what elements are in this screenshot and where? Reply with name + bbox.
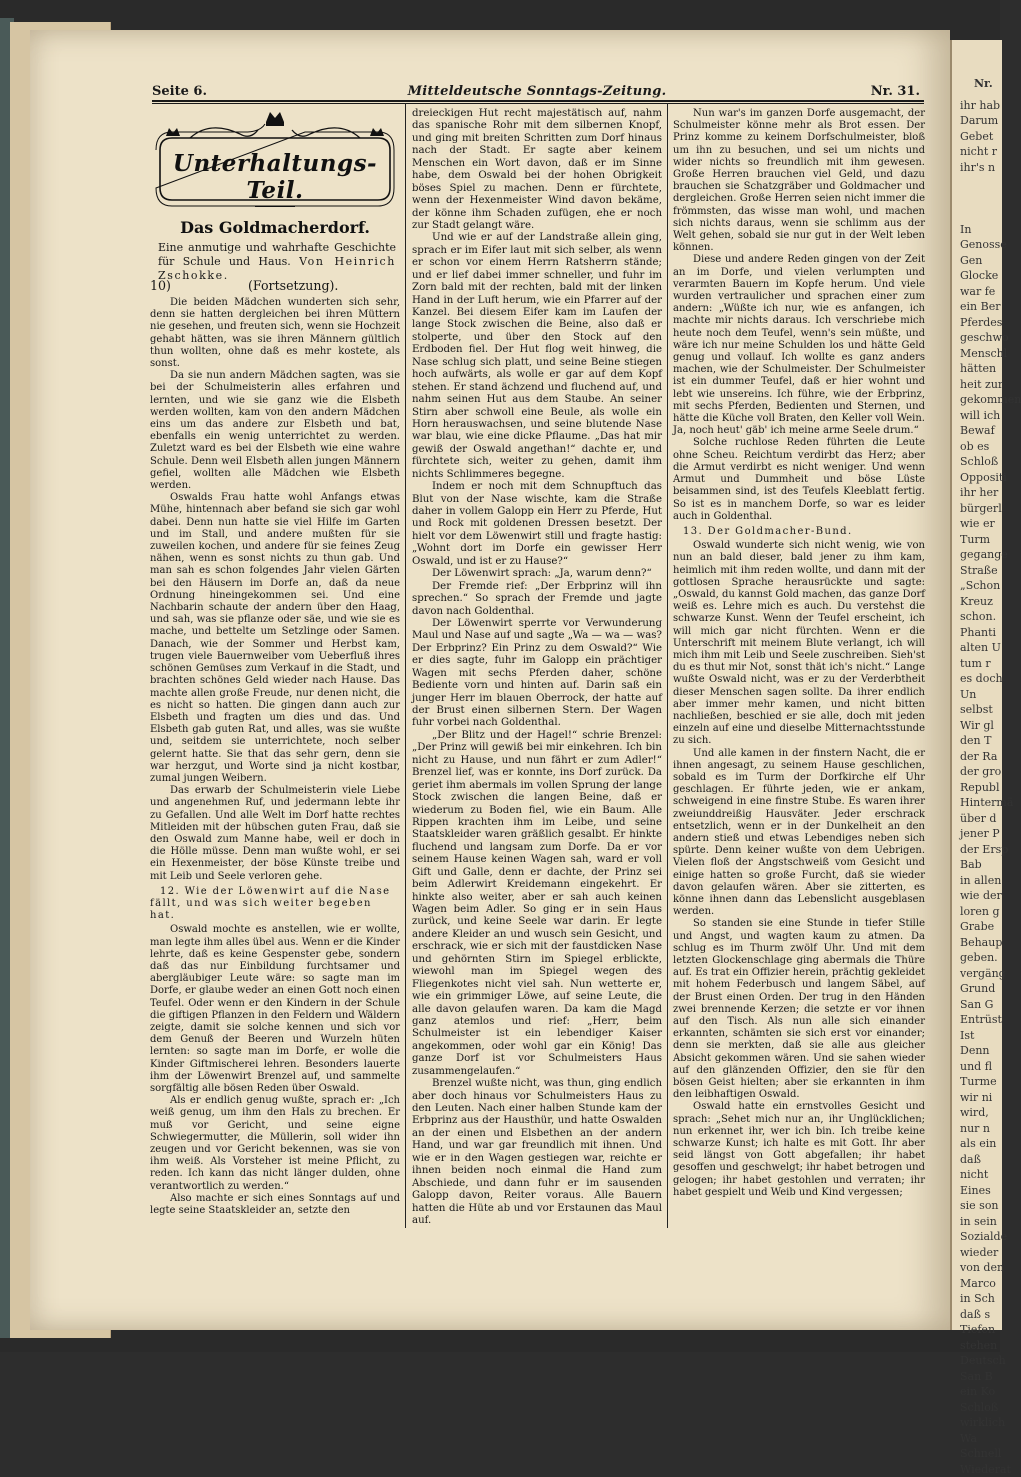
paragraph: „Der Blitz und der Hagel!“ schrie Brenzel: „Der Prinz will gewiß bei mir einkehren. Ich bin nicht zu Hause, und nun fährt er zum Adler!“ Brenzel lief, was er konnte, ins Dorf zurück. Da geriet ihm abermals im vollen Sprung der lange Stock zwischen die langen Beine, daß er wiederum zu Boden fiel, wie ein Baum. Alle Rippen krachten ihm im Leibe, und seine Staatskleider waren gräßlich gesalbt. Er hinkte fluchend und langsam zum Dorfe. Da er vor seinem Hause keinen Wagen sah, ward er voll Gift und Galle, denn er dachte, der Prinz sei beim Adlerwirt Kreidemann eingekehrt. Er hinkte also weiter, aber er sah auch keinen Wagen beim Adler. So ging er in sein Haus zurück, und keine Seele war darin. Er legte andere Kleider an und wusch sein Gesicht, und erschrack, wie er sich mit der faustdicken Nase und gehörnten Stirn im Spiegel erblickte, wiewohl man im Spiegel wegen des Fliegenkotes nicht viel sah. Nun wetterte er, wie ein grimmiger Löwe, auf seine Leute, die alle davon gelaufen waren. Da kam die Magd ganz atemlos und rief: „Herr, beim Schulmeister ist ein lebendiger Kaiser angekommen, oder wohl gar ein König! Das ganze Dorf ist vor Schulmeisters Haus zusammengelaufen.“ [412, 730, 662, 1078]
edge-word: ihr her [960, 485, 1002, 501]
chapter-heading-13: 13. Der Goldmacher-Bund. [673, 526, 925, 538]
edge-word: Sozialde [960, 1229, 1002, 1245]
column-1 [150, 297, 400, 1217]
column-rule [405, 103, 406, 1228]
edge-word: Behaup [960, 935, 1002, 951]
edge-word: Turm [960, 532, 1002, 548]
issue-number: Nr. 31. [871, 84, 920, 99]
column-1-paragraphs [150, 297, 400, 883]
edge-word: in sein [960, 1214, 1002, 1230]
edge-word: Tiefen [960, 1322, 1002, 1338]
edge-word: Un [960, 687, 1002, 703]
edge-word: und fl [960, 1059, 1002, 1075]
edge-word: geschwo [960, 330, 1002, 346]
paragraph: Das erwarb der Schulmeisterin viele Liebe und angenehmen Ruf, und jedermann lebte ihr zu Gefallen. Und alle Welt im Dorf hatte rechtes Mitleiden mit der hübschen guten Frau, daß sie den Oswald zum Manne habe, weil er doch in die Hölle müsse. Denn man wußte wohl, er sei ein Hexenmeister, der böse Künste treibe und mit Leib und Seele verloren gehe. [150, 785, 400, 883]
paragraph: Oswald mochte es anstellen, wie er wollte, man legte ihm alles übel aus. Wenn er die Kinder lehrte, daß es keine Gespenster gebe, sondern daß das nur Einbildung furchtsamer und abergläubiger Leute wäre: so sagte man im Dorfe, er glaube weder an einen Gott noch einen Teufel. Oder wenn er den Kindern in der Schule die giftigen Pflanzen in den Feldern und Wäldern zeigte, damit sie solche kennen und sich vor dem Genuß der Beeren und Wurzeln hüten lernten: so sagte man im Dorfe, er wolle die Kinder Giftmischerei lehren. Besonders lauerte ihm der Löwenwirt Brenzel auf, und sammelte sorgfältig alle bösen Reden über Oswald. [150, 924, 400, 1095]
paragraph: Und alle kamen in der finstern Nacht, die er ihnen angesagt, zu seinem Hause geschlichen, sobald es im Turm der Dorfkirche elf Uhr geschlagen. Er führte jeden, wie er ankam, schweigend in eine finstre Stube. Es waren ihrer zweiunddreißig Hausväter. Jeder erschrack entsetzlich, wenn er in der Dunkelheit an den andern stieß und etwas Lebendiges neben sich spürte. Denn keiner wußte von dem Uebrigen. Vielen floß der Angstschweiß vom Gesicht und einige hatten so große Furcht, daß sie wieder davon gelaufen wären. Aber sie zitterten, es könne ihnen dann das Lebenslicht ausgeblasen werden. [673, 748, 925, 919]
edge-word [960, 175, 1002, 191]
edge-word: In [960, 222, 1002, 238]
story-subtitle [158, 241, 396, 283]
edge-word: loren g [960, 904, 1002, 920]
paragraph: Da sie nun andern Mädchen sagten, was sie bei der Schulmeisterin alles erfahren und lernten, und wie sie ganz wie die Elsbeth werden wollten, kam von den andern Mädchen eins um das andere zur Elsbeth und bat, ebenfalls ein wenig unterrichtet zu werden. Zuletzt ward es bei der Elsbeth wie eine wahre Schule. Denn weil Elsbeth allen jungen Männern gefiel, wollten alle Mädchen wie Elsbeth werden. [150, 370, 400, 492]
edge-word: Wiederat [960, 1462, 1002, 1477]
edge-word: Denn [960, 1043, 1002, 1059]
edge-word: Bewaf [960, 423, 1002, 439]
edge-word: schon. [960, 609, 1002, 625]
paper-title: Mitteldeutsche Sonntags-Zeitung. [407, 84, 667, 99]
edge-word: selbst [960, 702, 1002, 718]
edge-word: San B [960, 1369, 1002, 1385]
paragraph: Als er endlich genug wußte, sprach er: „Ich weiß genug, um ihm den Hals zu brechen. Er muß vor Gericht, und seine eigne Schwiegermutter, die Müllerin, soll wider ihn zeugen und vor Gericht bekennen, was sie von ihm weiß. Als Vorsteher ist meine Pflicht, zu reden. Ich kann das nicht länger dulden, ohne verantwortlich zu werden.“ [150, 1095, 400, 1193]
paragraph: So standen sie eine Stunde in tiefer Stille und Angst, und wagten kaum zu atmen. Da schlug es im Thurm zwölf Uhr. Und mit dem letzten Glockenschlage ging abermals die Thüre auf. Es trat ein Offizier herein, prächtig gekleidet mit hohem Federbusch und langem Säbel, auf der Brust einen Orden. Der trug in den Händen zwei brennende Kerzen; die setzte er vor ihnen auf den Tisch. Als nun alle sich einander erkannten, schämten sie sich erst vor einander; denn sie merkten, daß sie alle aus gleicher Absicht gekommen wären. Und sie sahen wieder auf den glänzenden Offizier, den sie für den bösen Geist hielten; aber sie erkannten in ihm den leibhaftigen Oswald. [673, 918, 925, 1101]
edge-word: in allen [960, 873, 1002, 889]
edge-word: in Sch [960, 1291, 1002, 1307]
edge-word: Genosse [960, 237, 1002, 253]
edge-word: ihr's n [960, 160, 1002, 176]
edge-word: Marco [960, 1276, 1002, 1292]
edge-word: Hintermä [960, 795, 1002, 811]
edge-word: Kreuz [960, 594, 1002, 610]
column-2-paragraphs [412, 108, 662, 1227]
edge-word: Wir gl [960, 718, 1002, 734]
paragraph: Nun war's im ganzen Dorfe ausgemacht, der Schulmeister könne mehr als Brot essen. Der Prinz komme zu keinem Dorfschulmeister, bloß um ihn zu besuchen, und sei um nichts und wider nichts so freundlich mit ihm gewesen. Große Herren brauchen viel Geld, und dazu brauchen sie Schatzgräber und Goldmacher und dergleichen. Große Herren seien nicht immer die frömmsten, das wisse man wohl, und machen sich nichts daraus, wenn sie schlimm aus der Welt gehen, sobald sie nur gut in der Welt leben können. [673, 108, 925, 254]
continuation-label: (Fortsetzung). [248, 278, 338, 293]
edge-word: gegange [960, 547, 1002, 563]
crown-icon [266, 112, 284, 122]
edge-word: stehen [960, 1338, 1002, 1354]
paragraph: Und wie er auf der Landstraße allein ging, sprach er im Eifer laut mit sich selber, als wenn er schon vor einem Herrn Ratsherrn stände; und er lief dabei immer schneller, und fuhr im Zorn bald mit der rechten, bald mit der linken Hand in der Luft herum, wie ein Pfarrer auf der Kanzel. Bei diesem Eifer kam im Laufen der lange Stock zwischen die Beine, also daß er stolperte, und über den Stock auf den Erdboden fiel. Der Hut flog weit hinweg, die Nase schlug sich platt, und seine Beine stiegen hoch aufwärts, als wolle er gar auf dem Kopf stehen. Er stand ächzend und fluchend auf, und nahm seinen Hut aus dem Staube. An seiner Stirn aber schwoll eine Beule, als wolle ein Horn herauswachsen, und seine blutende Nase war blau, wie eine dicke Pflaume. „Das hat mir gewiß der Oswald angethan!“ dachte er, und fürchtete sich, weiter zu gehen, damit ihm nichts Schlimmeres begegne. [412, 232, 662, 481]
edge-word: Bab [960, 857, 1002, 873]
edge-word: tum r [960, 656, 1002, 672]
column-3-paragraphs [673, 108, 925, 523]
edge-word: Glocke [960, 268, 1002, 284]
edge-word: hätten [960, 361, 1002, 377]
paragraph: Indem er noch mit dem Schnupftuch das Blut von der Nase wischte, kam die Straße daher in vollem Galopp ein Herr zu Pferde, Hut und Rock mit goldenen Dressen besetzt. Der hielt vor dem Löwenwirt still und fragte hastig: „Wohnt dort im Dorfe ein gewisser Herr Oswald, und ist er zu Hause?“ [412, 481, 662, 568]
edge-word: der gro [960, 764, 1002, 780]
title-rule [255, 206, 295, 207]
edge-word: Darum [960, 113, 1002, 129]
edge-word: Ist [960, 1028, 1002, 1044]
edge-word: Phanti [960, 625, 1002, 641]
paragraph: Diese und andere Reden gingen von der Zeit an im Dorfe, und vielen verlumpten und verarmten Bauern im Kopfe herum. Und viele wurden vertraulicher und sprachen einer zum andern: „Wüßte ich nur, wie es anfangen, ich machte mir nichts daraus. Ich verschriebe mich heute noch dem Teufel, wenn's sein müßte, und wäre ich nur meine Schulden los und hätte Geld genug und vollauf. Ich wollte es ganz anders machen, wie der Schulmeister. Der Schulmeister ist ein dummer Teufel, daß er hier wohnt und lebt wie unsereins. Ich führe, wie der Erbprinz, mit sechs Pferden, Bedienten und Sternen, und hätte die Küche voll Braten, den Keller voll Wein. Ja, noch heut' gäb' ich meine arme Seele drum.“ [673, 254, 925, 437]
edge-word: Republ [960, 780, 1002, 796]
edge-word: Entrüst [960, 1012, 1002, 1028]
edge-word: heit zur [960, 377, 1002, 393]
edge-word: Wa [960, 1431, 1002, 1447]
edge-word: Gen [960, 253, 1002, 269]
edge-word: es doch [960, 671, 1002, 687]
edge-word: will ich [960, 408, 1002, 424]
paragraph: Die beiden Mädchen wunderten sich sehr, denn sie hatten dergleichen bei ihren Müttern nie gesehen, und freuten sich, wenn sie Hochzeit gehabt hätten, was sie ihren Männern gültlich thun wollten, ohne daß es mehr kostete, als sonst. [150, 297, 400, 370]
column-3-paragraphs-b [673, 540, 925, 1199]
paragraph: Der Löwenwirt sprach: „Ja, warum denn?“ [412, 568, 662, 580]
edge-word: Grund [960, 981, 1002, 997]
edge-word: Menschl [960, 346, 1002, 362]
edge-word: Gebet [960, 129, 1002, 145]
edge-word: daß s [960, 1307, 1002, 1323]
edge-word: Straße [960, 563, 1002, 579]
edge-word: Eines [960, 1183, 1002, 1199]
edge-word [960, 191, 1002, 207]
paragraph: Oswald hatte ein ernstvolles Gesicht und sprach: „Sehet mich nur an, ihr Unglücklichen; nun erkennet ihr, wer ich bin. Ich treibe keine schwarze Kunst; ich halte es mit Gott. Ihr aber seid längst von Gott abgefallen; ihr habet gesoffen und geschwelgt; ihr habet betrogen und gelogen; ihr habet gestohlen und verraten; ihr habet gespielt und Weib und Kind vergessen; [673, 1101, 925, 1199]
edge-word: Schloß [960, 454, 1002, 470]
edge-word: alten U [960, 640, 1002, 656]
installment-number: 10) [150, 278, 171, 293]
edge-word: daß [960, 1152, 1002, 1168]
chapter-heading-12: 12. Wie der Löwenwirt auf die Nase fällt, und was sich weiter begeben hat. [150, 886, 400, 923]
edge-word: der Ra [960, 749, 1002, 765]
paragraph: dreieckigen Hut recht majestätisch auf, nahm das spanische Rohr mit dem silbernen Knopf, und ging mit breiten Schritten zum Dorf hinaus nach der Stadt. Er sagte aber keinem Menschen ein Wort davon, daß er im Sinne habe, dem Oswald bei der hohen Obrigkeit böses Spiel zu machen. Denn er fürchtete, wenn der Hexenmeister Wind davon bekäme, der könne ihm Schaden zufügen, ehe er noch zur Stadt gelangt wäre. [412, 108, 662, 232]
edge-word: San G [960, 997, 1002, 1013]
edge-word: nicht r [960, 144, 1002, 160]
edge-word: Oppositi [960, 470, 1002, 486]
edge-word: „Schon [960, 578, 1002, 594]
edge-word [960, 206, 1002, 222]
edge-word: Schloß [960, 1400, 1002, 1416]
paragraph: Der Löwenwirt sperrte vor Verwunderung Maul und Nase auf und sagte „Wa — wa — was? Der Erbprinz? Ein Prinz zu dem Oswald?“ Wie er dies sagte, fuhr im Galopp ein prächtiger Wagen mit sechs Pferden daher, schöne Bediente vorn und hinten auf. Darin saß ein junger Herr im blauen Oberrock, der hatte auf der Brust einen silbernen Stern. Der Wagen fuhr vorbei nach Goldenthal. [412, 618, 662, 730]
edge-word: ein Ber [960, 299, 1002, 315]
edge-word: nicht [960, 1167, 1002, 1183]
edge-word: Grabe [960, 919, 1002, 935]
edge-word: Pferdes [960, 315, 1002, 331]
edge-word: sie son [960, 1198, 1002, 1214]
edge-word: der Ersp [960, 842, 1002, 858]
edge-word: jener P [960, 826, 1002, 842]
column-2 [412, 108, 662, 1227]
edge-word: ob es [960, 439, 1002, 455]
head-rule-thin [152, 103, 924, 104]
edge-word: ein Ko [960, 1384, 1002, 1400]
paragraph: Also machte er sich eines Sonntags auf und legte seine Staatskleider an, setzte den [150, 1193, 400, 1217]
paragraph: Der Fremde rief: „Der Erbprinz will ihn sprechen.“ So sprach der Fremde und jagte davon nach Goldenthal. [412, 581, 662, 618]
edge-word: wirklich [960, 1415, 1002, 1431]
edge-word: wir ni [960, 1090, 1002, 1106]
paragraph: Brenzel wußte nicht, was thun, ging endlich aber doch hinaus vor Schulmeisters Haus zu den Leuten. Nach einer halben Stunde kam der Erbprinz aus der Hausthür, und hatte Oswalden an der einen und Elsbethen an der andern Hand, und war gar freundlich mit ihnen. Und wie er in den Wagen gestiegen war, reichte er ihnen beiden noch einmal die Hand zum Abschiede, und dann fuhr er im sausenden Galopp davon, Reiter voraus. Alle Bauern hatten die Hüte ab und vor Erstaunen das Maul auf. [412, 1078, 662, 1227]
edge-word: nur n [960, 1121, 1002, 1137]
section-title: Unterhaltungs-Teil. [150, 150, 400, 204]
edge-word: über d [960, 811, 1002, 827]
right-page-edge [950, 40, 1002, 1330]
edge-word: wieder [960, 1245, 1002, 1261]
edge-word: wie er [960, 516, 1002, 532]
edge-word: war fe [960, 284, 1002, 300]
column-3 [673, 108, 925, 1199]
paragraph: Solche ruchlose Reden führten die Leute ohne Scheu. Reichtum verdirbt das Herz; aber die Armut verdirbt es nicht weniger. Und wenn Armut und Dummheit und böse Lüste beisammen sind, ist des Teufels Kleeblatt fertig. So ist es in manchem Dorfe, so war es leider auch in Goldenthal. [673, 437, 925, 522]
edge-word: gekommen [960, 392, 1002, 408]
edge-word: den T [960, 733, 1002, 749]
edge-word: als ein [960, 1136, 1002, 1152]
column-rule [667, 103, 668, 1228]
right-page-words [960, 98, 1002, 1477]
edge-word: Turme [960, 1074, 1002, 1090]
subtitle-text: Eine anmutige und wahrhafte Geschichte für Schule und Haus. [158, 241, 396, 268]
edge-word: von den [960, 1260, 1002, 1276]
edge-word: ihr hab [960, 98, 1002, 114]
edge-word: vergäng [960, 966, 1002, 982]
right-page-issue: Nr. [974, 76, 1002, 92]
edge-word: wie der [960, 888, 1002, 904]
edge-word: Schnell [960, 1446, 1002, 1462]
paragraph: Oswald wunderte sich nicht wenig, wie von nun an bald dieser, bald jener zu ihm kam, heimlich mit ihm reden wollte, und dann mit der gottlosen Sprache herausrückte und sagte: „Oswald, du kannst Gold machen, das ganze Dorf weiß es. Lehre mich es auch. Du verstehst die schwarze Kunst. Wenn der Teufel erscheint, ich will mich gar nicht fürchten. Wenn er die Unterschrift mit meinem Blute verlangt, ich will mich ihm mit Leib und Seele zuschreiben. Sieh'st du es thut mir Not, sonst thät ich's nicht.“ Lange wußte Oswald nicht, was er zu der Verderbtheit dieser Menschen sagen sollte. Da ihrer endlich aber immer mehr kamen, und nicht bitten nachließen, beschied er sie alle, doch mit jeden einzeln auf eine und dieselbe Mitternachtsstunde zu sich. [673, 540, 925, 747]
page-label: Seite 6. [152, 84, 207, 99]
edge-word: geben. [960, 950, 1002, 966]
edge-word: Deutsch [960, 1353, 1002, 1369]
edge-word: bürgerl [960, 501, 1002, 517]
paragraph: Oswalds Frau hatte wohl Anfangs etwas Mühe, hintennach aber befand sie sich gar wohl dabei. Denn nun hatte sie viel Hilfe im Garten und im Stall, und andere mußten für sie zuweilen kochen, und andere für sie feines Zeug nähen, wenn es sonst nichts zu thun gab. Und man sah es schon folgendes Jahr vielen Gärten bei den Häusern im Dorfe an, daß da neue Ordnung hineingekommen sei. Und eine Nachbarin schaute der andern über den Haag, und sah, was sie pflanze oder säe, und wie sie es mache, und bettelte um Setzlinge oder Samen. Danach, wie der Sommer und Herbst kam, trugen viele Bauernweiber vom Ueberfluß ihres schönen Gemüses zum Verkauf in die Stadt, und brachten schönes Geld wieder nach Hause. Das machte allen große Freude, nur denen nicht, die es nicht so hatten. Die gingen dann auch zur Elsbeth und fragten um dies und das. Und Elsbeth gab guten Rat, und alles, was sie wußte und, seitdem sie unterrichtete, noch selber gelernt hatte. Sie that das sehr gern, denn sie war herzgut, und Worte sind ja nicht kostbar, zumal jungen Weibern. [150, 492, 400, 785]
edge-word: wird, [960, 1105, 1002, 1121]
story-author: Von Heinrich Zschokke. [158, 255, 396, 282]
column-1-paragraphs-b [150, 924, 400, 1217]
story-title: Das Goldmacherdorf. [150, 218, 400, 237]
head-rule [152, 100, 924, 102]
